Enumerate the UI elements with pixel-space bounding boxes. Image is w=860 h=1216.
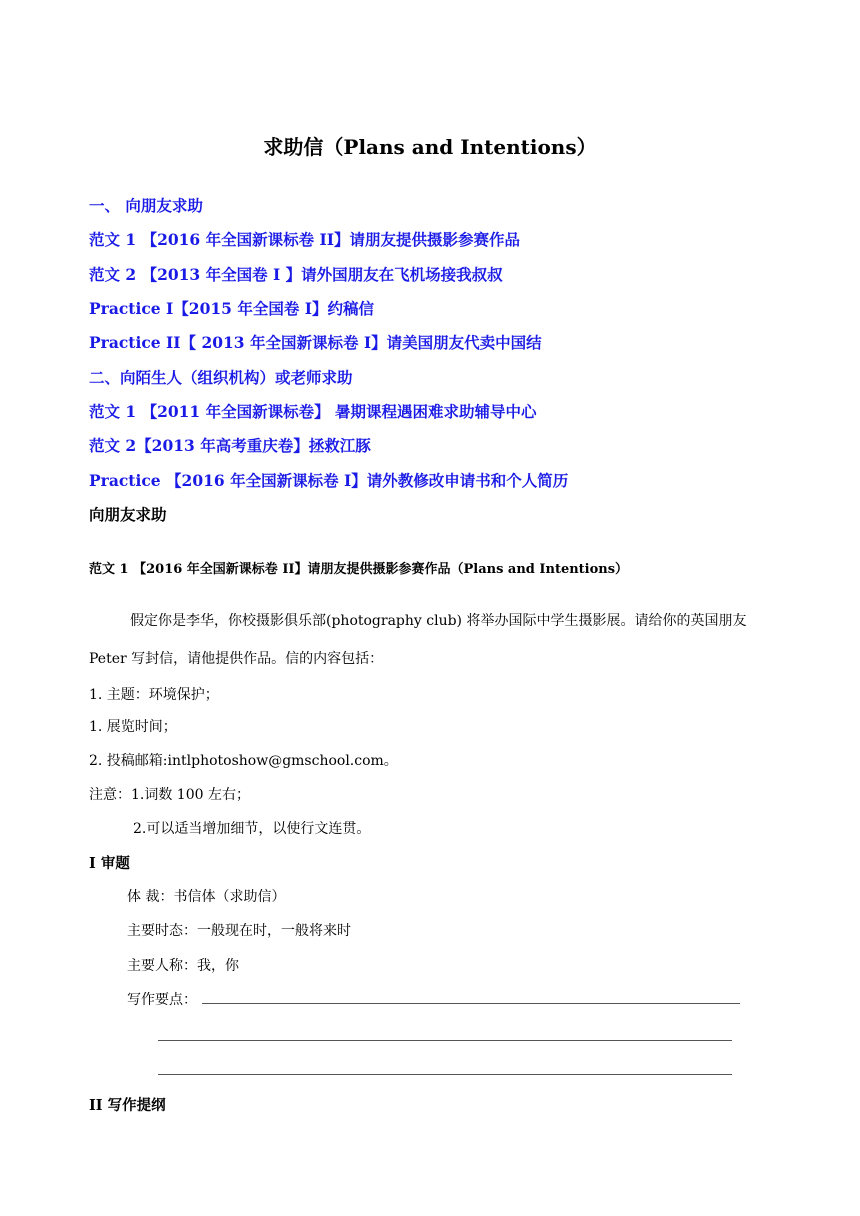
outline-heading: II 写作提纲: [89, 1097, 166, 1114]
prompt-item-3: 2. 投稿邮箱:intlphotoshow@gmschool.com。: [89, 753, 398, 769]
review-heading: I 审题: [89, 855, 130, 872]
toc-item-1: 一、 向朋友求助: [89, 196, 203, 215]
section-heading: 向朋友求助: [89, 505, 167, 524]
prompt-item-1: 1. 主题：环境保护；: [89, 687, 219, 703]
review-points-label: 写作要点：: [127, 992, 197, 1008]
toc-item-9: Practice 【2016 年全国新课标卷 I】请外教修改申请书和个人简历: [89, 471, 569, 490]
prompt-note-1: 注意：1.词数 100 左右；: [89, 787, 250, 803]
toc-item-7: 范文 1 【2011 年全国新课标卷】 暑期课程遇困难求助辅导中心: [89, 402, 537, 421]
toc-item-4: Practice I【2015 年全国卷 I】约稿信: [89, 299, 374, 318]
answer-blank-line-2: [158, 1040, 732, 1041]
toc-item-6: 二、向陌生人（组织机构）或老师求助: [89, 368, 353, 387]
toc-item-8: 范文 2【2013 年高考重庆卷】拯救江豚: [89, 436, 371, 455]
answer-blank-line-1: [202, 1003, 740, 1004]
prompt-item-2: 1. 展览时间；: [89, 719, 177, 735]
toc-item-2: 范文 1 【2016 年全国新课标卷 II】请朋友提供摄影参赛作品: [89, 230, 521, 249]
prompt-line-2: Peter 写封信，请他提供作品。信的内容包括：: [89, 651, 384, 667]
toc-item-3: 范文 2 【2013 年全国卷 Ⅰ 】请外国朋友在飞机场接我叔叔: [89, 265, 503, 284]
review-person: 主要人称：我，你: [127, 958, 239, 974]
prompt-note-2: 2.可以适当增加细节，以使行文连贯。: [133, 821, 371, 837]
review-tense: 主要时态：一般现在时，一般将来时: [127, 923, 351, 939]
toc-item-5: Practice II【 2013 年全国新课标卷 I】请美国朋友代卖中国结: [89, 333, 542, 352]
page-title: 求助信（Plans and Intentions）: [263, 135, 597, 159]
sample-title: 范文 1 【2016 年全国新课标卷 II】请朋友提供摄影参赛作品（Plans and Intentions）: [89, 562, 629, 577]
prompt-line-1: 假定你是李华，你校摄影俱乐部(photography club) 将举办国际中学生摄影展。请给你的英国朋友: [130, 613, 747, 629]
answer-blank-line-3: [158, 1074, 732, 1075]
review-genre: 体 裁：书信体（求助信）: [127, 889, 286, 905]
